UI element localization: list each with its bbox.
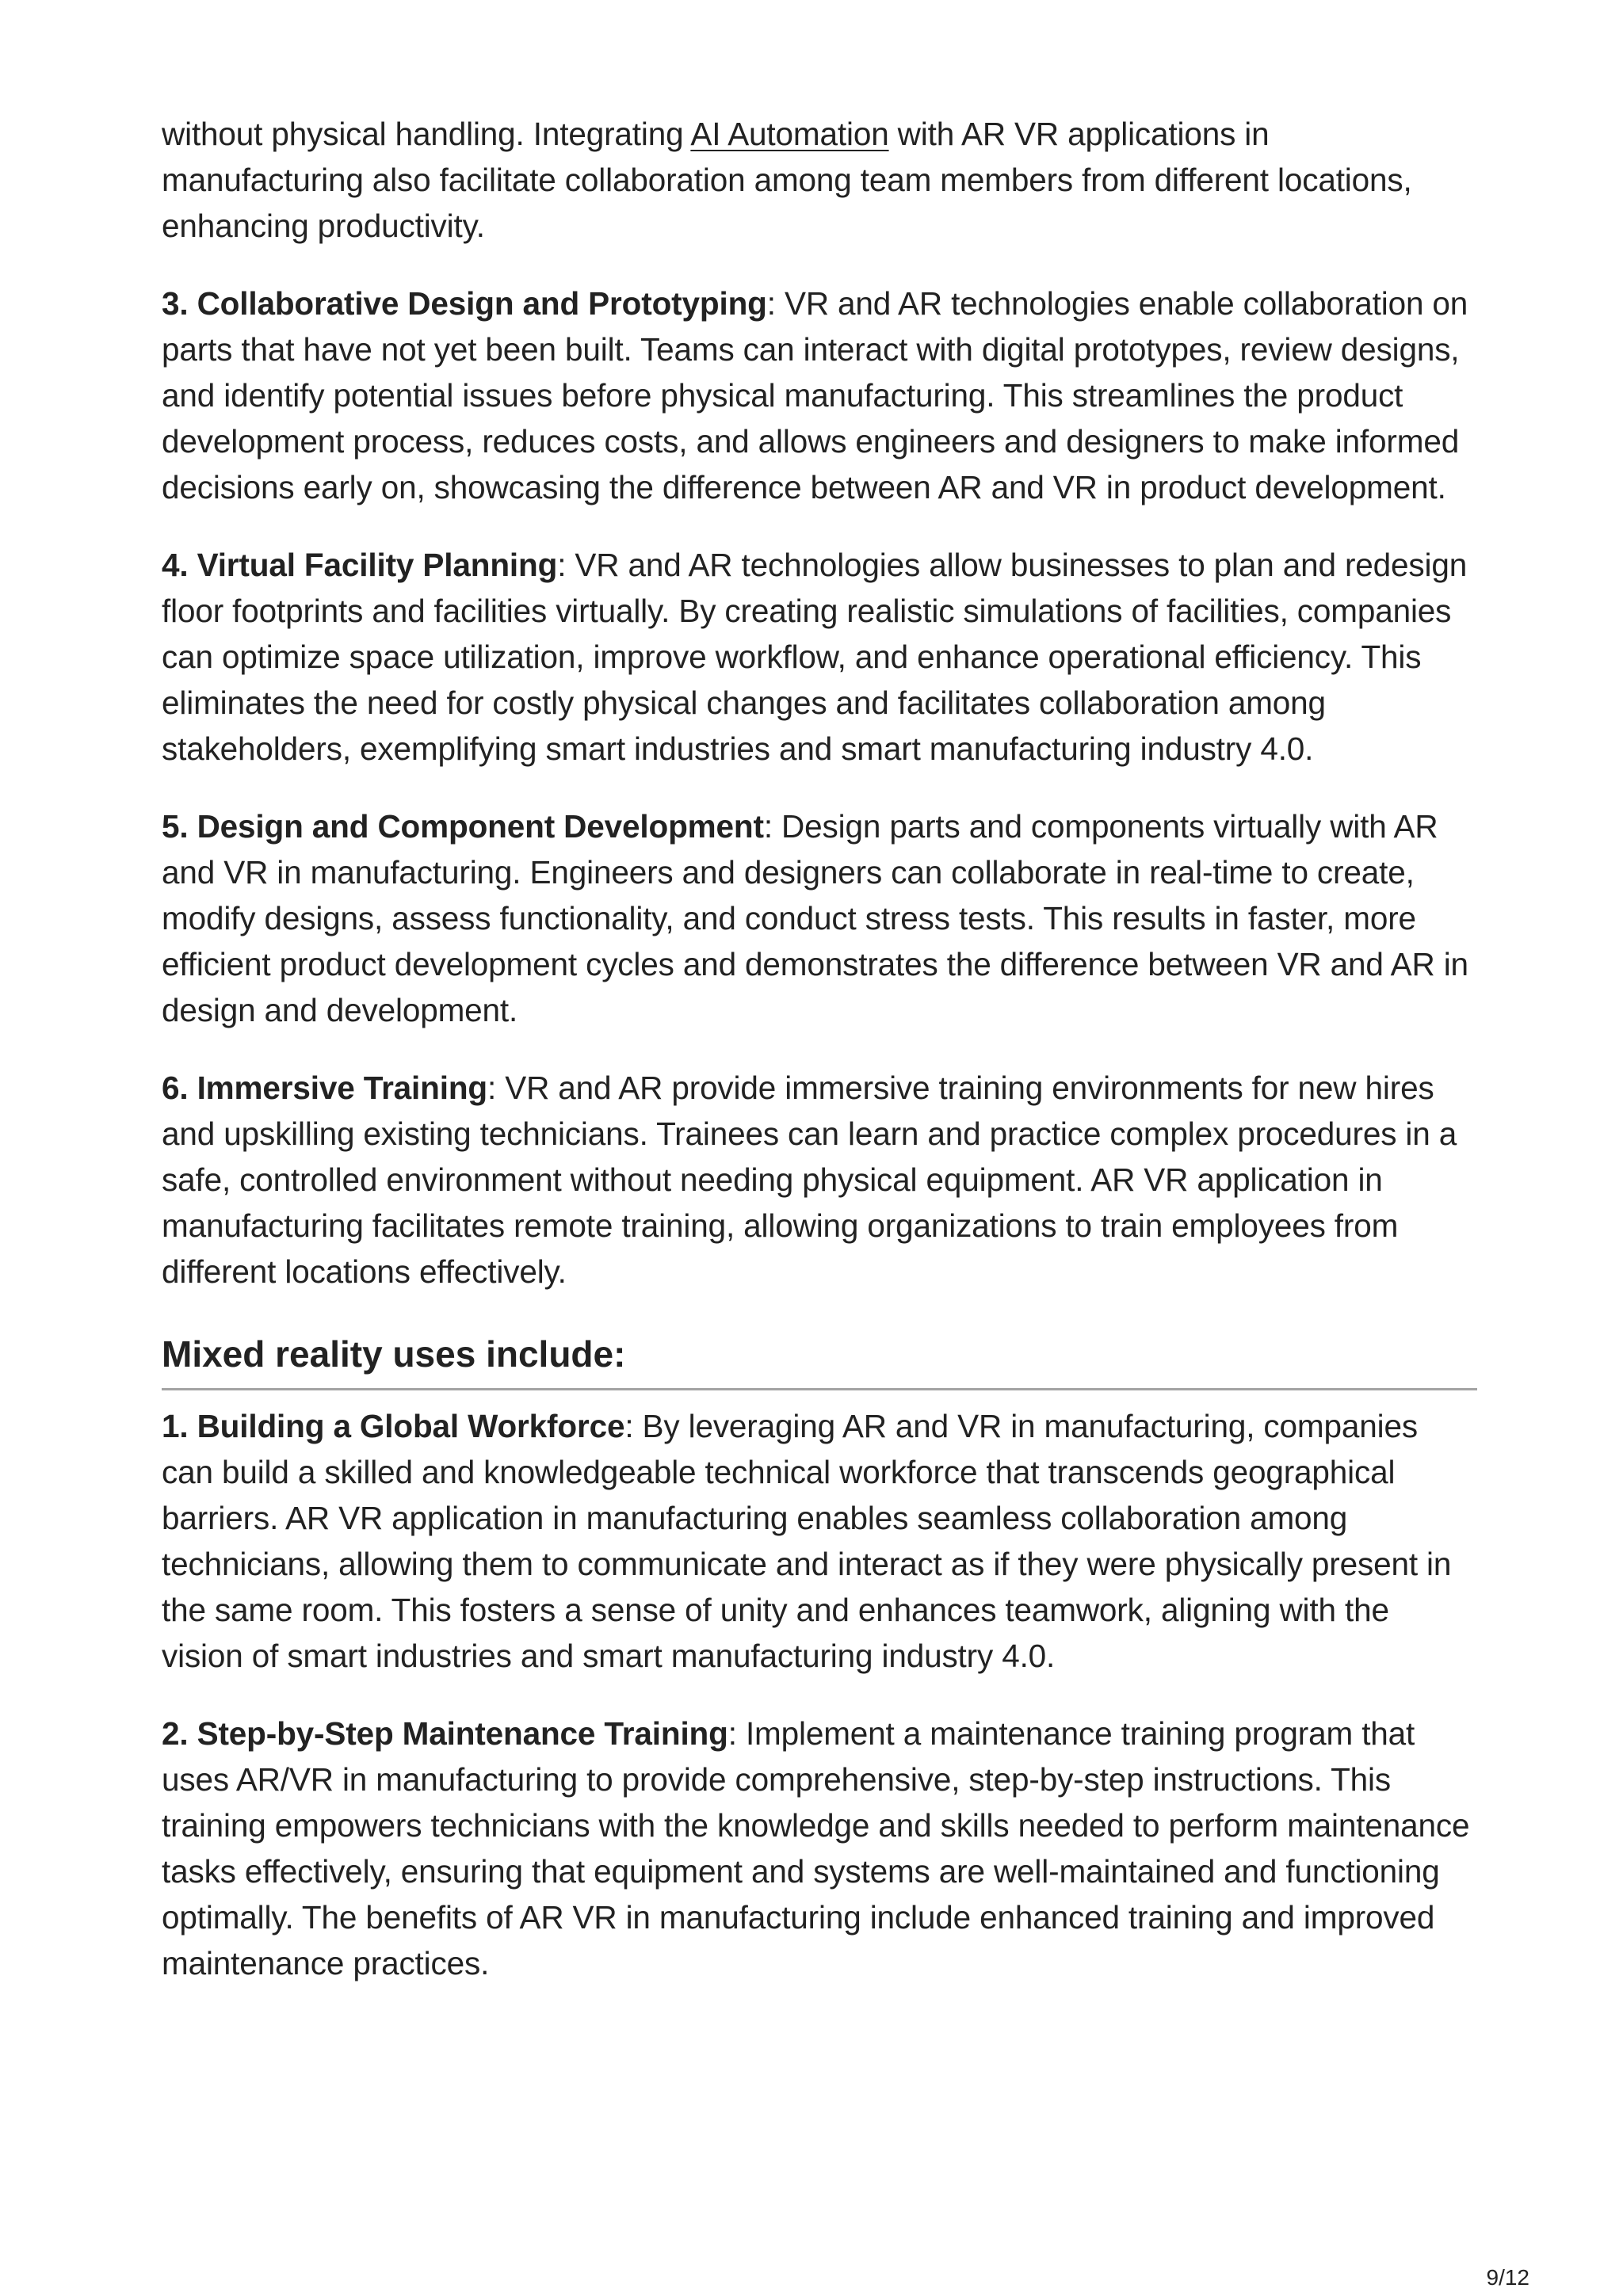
intro-paragraph [162, 111, 1477, 249]
item-title: 6. Immersive Training [162, 1070, 488, 1106]
list-item-design-component-development [162, 803, 1477, 1033]
page-number: 9/12 [1486, 2265, 1529, 2290]
item-title: 4. Virtual Facility Planning [162, 547, 558, 583]
list-item-global-workforce [162, 1403, 1477, 1679]
item-text: : By leveraging AR and VR in manufacturing, companies can build a skilled and knowledgeable technical workforce that transcends geographical barriers. AR VR application in manufacturing enables seamless collaboration among technicians, allowing them to communicate and interact as if they were physically present in the same room. This fosters a sense of unity and enhances teamwork, aligning with the vision of smart industries and smart manufacturing industry 4.0. [162, 1408, 1452, 1674]
item-text: : VR and AR technologies allow businesses to plan and redesign floor footprints and facilities virtually. By creating realistic simulations of facilities, companies can optimize space utilization, improve workflow, and enhance operational efficiency. This eliminates the need for costly physical changes and facilitates collaboration among stakeholders, exemplifying smart industries and smart manufacturing industry 4.0. [162, 547, 1468, 767]
ai-automation-link[interactable]: AI Automation [690, 116, 889, 152]
mixed-reality-list [162, 1403, 1477, 1986]
item-text: : Design parts and components virtually with AR and VR in manufacturing. Engineers and designers can collaborate in real-time to create, modify designs, assess functionality, and conduct stress tests. This results in faster, more efficient product development cycles and demonstrates the difference between VR and AR in design and development. [162, 808, 1468, 1028]
list-item-collaborative-design [162, 280, 1477, 510]
item-title: 2. Step-by-Step Maintenance Training [162, 1715, 728, 1752]
list-item-maintenance-training [162, 1711, 1477, 1986]
item-text: : VR and AR provide immersive training environments for new hires and upskilling existing technicians. Trainees can learn and practice complex procedures in a safe, controlled environment without needing physical equipment. AR VR application in manufacturing facilitates remote training, allowing organizations to train employees from different locations effectively. [162, 1070, 1457, 1290]
intro-text-prefix: without physical handling. Integrating [162, 116, 691, 152]
list-item-immersive-training [162, 1065, 1477, 1295]
section-heading-mixed-reality: Mixed reality uses include: [162, 1331, 1477, 1390]
item-title: 3. Collaborative Design and Prototyping [162, 285, 767, 322]
item-text: : VR and AR technologies enable collaboration on parts that have not yet been built. Teams can interact with digital prototypes, review designs, and identify potential issues before physical manufacturing. This streamlines the product development process, reduces costs, and allows engineers and designers to make informed decisions early on, showcasing the difference between AR and VR in product development. [162, 285, 1468, 505]
list-item-virtual-facility-planning [162, 542, 1477, 772]
item-title: 5. Design and Component Development [162, 808, 764, 845]
document-page [162, 111, 1477, 2018]
item-text: : Implement a maintenance training program that uses AR/VR in manufacturing to provide comprehensive, step-by-step instructions. This training empowers technicians with the knowledge and skills needed to perform maintenance tasks effectively, ensuring that equipment and systems are well-maintained and functioning optimally. The benefits of AR VR in manufacturing include enhanced training and improved maintenance practices. [162, 1715, 1470, 1981]
intro-text-suffix: with AR VR applications in manufacturing also facilitate collaboration among team members from different locations, enhancing productivity. [162, 116, 1412, 244]
item-title: 1. Building a Global Workforce [162, 1408, 625, 1444]
